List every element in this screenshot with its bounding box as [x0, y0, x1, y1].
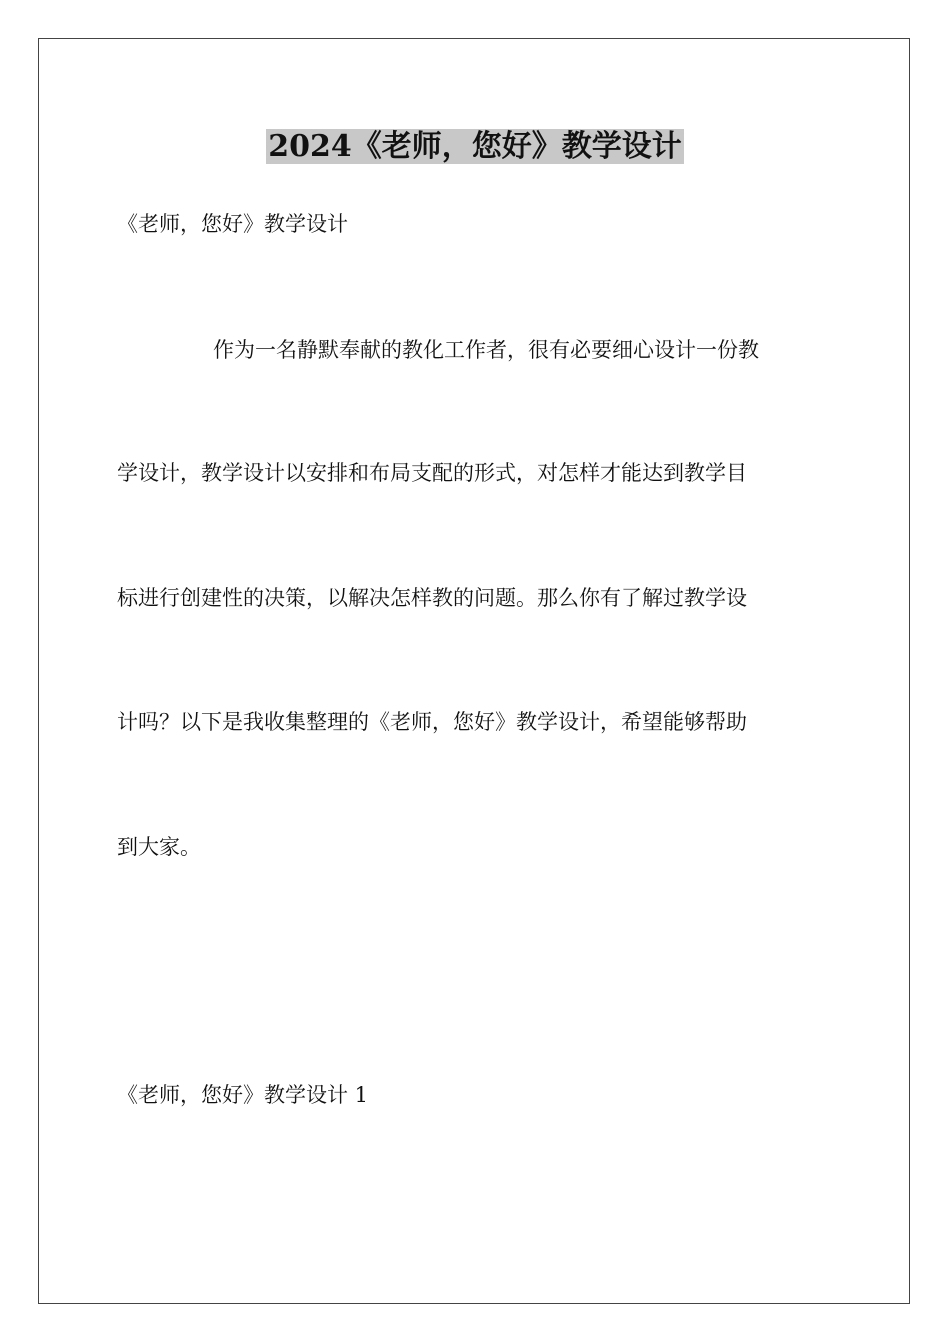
- intro-line-2: 学设计，教学设计以安排和布局支配的形式，对怎样才能达到教学目: [117, 461, 747, 485]
- document-title-text: 2024《老师，您好》教学设计: [268, 129, 682, 164]
- document-title: [0, 126, 950, 168]
- section-heading: 《老师，您好》教学设计 1: [117, 1083, 369, 1107]
- intro-line-5: 到大家。: [117, 835, 201, 859]
- subheading: 《老师，您好》教学设计: [117, 212, 348, 236]
- intro-line-3: 标进行创建性的决策，以解决怎样教的问题。那么你有了解过教学设: [117, 586, 747, 610]
- intro-line-4: 计吗？以下是我收集整理的《老师，您好》教学设计，希望能够帮助: [117, 710, 747, 734]
- intro-line-1: 作为一名静默奉献的教化工作者，很有必要细心设计一份教: [213, 338, 759, 362]
